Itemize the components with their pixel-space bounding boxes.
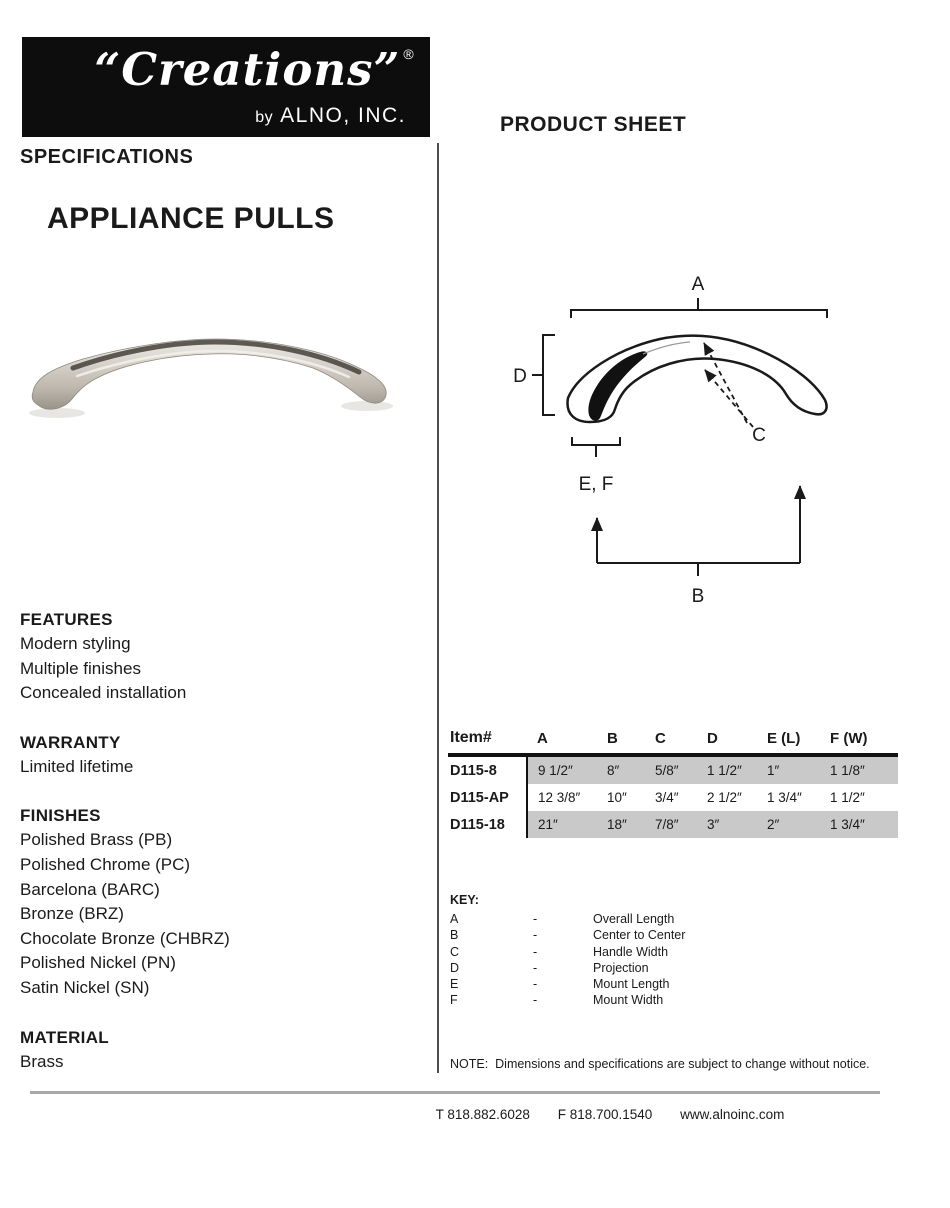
key-letter: F [450, 993, 458, 1008]
feature-item: Modern styling [20, 634, 131, 653]
item-number: D115-18 [448, 811, 527, 838]
finish-item: Chocolate Bronze (CHBRZ) [20, 928, 230, 948]
col-header-c: C [645, 727, 697, 755]
dim-value: 18″ [597, 811, 645, 838]
dim-label-d: D [513, 366, 527, 387]
footer-phone: T 818.882.6028 [435, 1107, 530, 1122]
logo-byline [255, 104, 406, 128]
footer-website: www.alnoinc.com [680, 1107, 785, 1122]
key-row [450, 927, 890, 943]
key-letter: A [450, 912, 459, 926]
feature-item: Concealed installation [20, 683, 187, 703]
warranty-item: Limited lifetime [20, 756, 134, 776]
dim-value: 7/8″ [645, 811, 697, 838]
col-header-b: B [597, 727, 645, 755]
specifications-heading: SPECIFICATIONS [20, 146, 194, 168]
key-description: Center to Center [593, 928, 686, 943]
spec-text-sections [20, 607, 420, 1098]
key-letter: C [450, 944, 460, 959]
warranty-section [20, 730, 420, 780]
key-description: Overall Length [593, 912, 675, 926]
dim-label-b: B [691, 586, 705, 607]
disclaimer-note: NOTE: Dimensions and specifications are subject to change without notice. [450, 1057, 870, 1071]
finishes-heading: FINISHES [20, 806, 101, 826]
page-title: APPLIANCE PULLS [47, 202, 335, 235]
dim-value: 9 1/2″ [527, 755, 597, 784]
dimension-diagram [480, 260, 940, 620]
key-row [450, 960, 890, 976]
dim-label-a: A [691, 274, 705, 295]
table-row [448, 784, 898, 811]
footer-divider [30, 1091, 880, 1094]
col-header-e: E (L) [757, 727, 820, 755]
finish-item: Satin Nickel (SN) [20, 977, 150, 997]
dim-value: 2 1/2″ [707, 790, 742, 805]
handle-shading-tip [590, 410, 597, 417]
dim-value: 8″ [597, 755, 645, 784]
product-photo-handle [15, 328, 425, 433]
photo-shadow-left [29, 408, 85, 418]
item-number: D115-AP [448, 784, 527, 811]
key-description: Mount Width [593, 993, 664, 1008]
finish-item: Bronze (BRZ) [20, 904, 124, 924]
dimensions-table [448, 727, 898, 838]
dim-value: 3/4″ [655, 790, 679, 805]
logo-byline-name: ALNO, INC. [280, 104, 406, 127]
dim-value: 10″ [607, 790, 627, 805]
dim-c-arrow-inner [705, 370, 753, 427]
dim-value: 21″ [527, 811, 597, 838]
key-dash: - [533, 977, 538, 992]
dim-value: 5/8″ [645, 755, 697, 784]
finishes-section [20, 803, 420, 1000]
key-dash: - [533, 928, 538, 943]
photo-shadow-right [341, 401, 393, 411]
key-letter: D [450, 960, 460, 975]
key-row [450, 911, 890, 927]
feature-item: Multiple finishes [20, 658, 141, 678]
footer-fax: F 818.700.1540 [557, 1107, 653, 1122]
logo-wordmark: “Creations” [94, 43, 401, 96]
key-letter: B [450, 928, 459, 943]
dim-value: 2″ [757, 811, 820, 838]
key-dash: - [533, 944, 538, 959]
product-sheet-heading: PRODUCT SHEET [500, 113, 687, 136]
dim-value: 1 3/4″ [767, 790, 802, 805]
brand-logo [22, 37, 430, 137]
key-description: Projection [593, 960, 649, 975]
dim-d-bracket [543, 335, 555, 415]
features-heading: FEATURES [20, 610, 113, 629]
material-heading: MATERIAL [20, 1027, 109, 1047]
material-section [20, 1025, 420, 1075]
key-row [450, 944, 890, 960]
key-legend [450, 893, 890, 1009]
dim-value: 1 1/8″ [820, 755, 898, 784]
dim-value: 1″ [757, 755, 820, 784]
dim-value: 12 3/8″ [538, 790, 581, 805]
key-letter: E [450, 977, 459, 992]
col-header-d: D [697, 727, 757, 755]
key-row [450, 992, 890, 1008]
footer-contact [310, 1107, 910, 1122]
col-header-f: F (W) [820, 727, 898, 755]
warranty-heading: WARRANTY [20, 732, 121, 752]
item-number: D115-8 [448, 755, 527, 784]
key-description: Handle Width [593, 944, 669, 959]
key-row [450, 976, 890, 992]
dim-value: 1 3/4″ [820, 811, 898, 838]
dim-ef-bracket [572, 437, 620, 445]
key-dash: - [533, 912, 538, 926]
finish-item: Barcelona (BARC) [20, 879, 160, 899]
finish-item: Polished Nickel (PN) [20, 953, 176, 973]
finish-item: Polished Brass (PB) [20, 830, 173, 850]
column-divider [437, 143, 439, 1073]
dim-value: 1 1/2″ [830, 790, 865, 805]
key-dash: - [533, 960, 538, 975]
finish-item: Polished Chrome (PC) [20, 854, 191, 874]
key-description: Mount Length [593, 977, 670, 992]
logo-script-text [22, 43, 430, 96]
key-heading: KEY: [450, 893, 479, 907]
col-header-a: A [527, 727, 597, 755]
dim-value: 1 1/2″ [697, 755, 757, 784]
features-section [20, 607, 420, 706]
dim-label-c: C [752, 425, 766, 446]
table-header-row [448, 727, 898, 755]
registered-trademark: ® [403, 46, 414, 62]
dim-a-bracket [571, 310, 827, 318]
dim-label-ef: E, F [578, 474, 614, 495]
table-row [448, 811, 898, 838]
dim-value: 3″ [697, 811, 757, 838]
material-item: Brass [20, 1051, 64, 1071]
table-row [448, 755, 898, 784]
logo-byline-by: by [255, 109, 274, 126]
key-dash: - [533, 993, 538, 1008]
col-header-item: Item# [448, 727, 527, 755]
